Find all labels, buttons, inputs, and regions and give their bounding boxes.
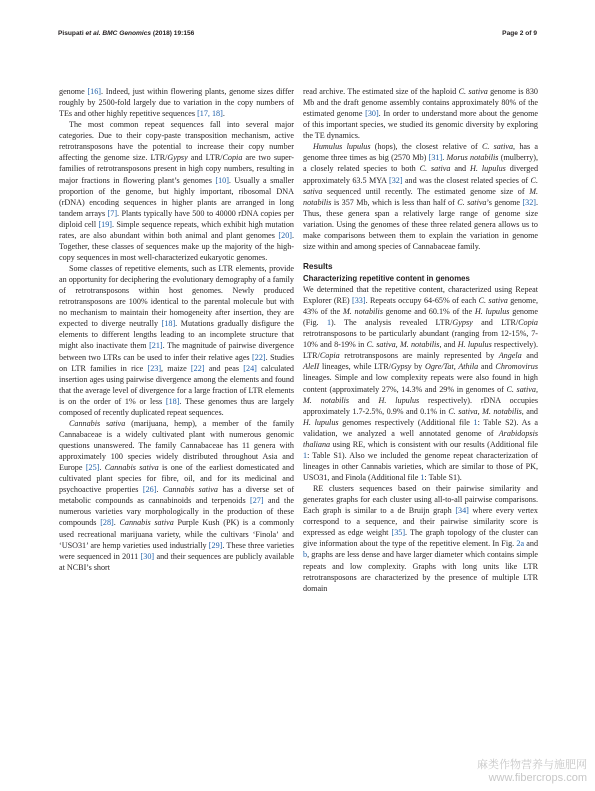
text-run: . Together, these classes of sequences make up the majority of the high-copy sequences in most well-characterized eukaryotic genomes. (59, 230, 294, 262)
text-run: , and (521, 406, 538, 416)
section-heading: Results (303, 261, 333, 271)
text-run: diverged approximately 63.5 MYA (303, 164, 539, 185)
italic-term: Ogre/Tat, Athila (424, 362, 479, 372)
text-run: lineages, while LTR/ (319, 362, 392, 372)
text-run: read archive. The estimated size of the haploid (303, 87, 459, 96)
citation-link[interactable]: [33] (352, 296, 366, 305)
watermark (477, 759, 587, 785)
italic-term: C. sativa (303, 175, 538, 196)
text-run: Some classes of repetitive elements, such as LTR elements, provide an opportunity for deciphering the evolutionary demography of a family of retrotransposons within host genomes. Newly produced retrotransposons are 100% identical to the parental molecule but with no mechanism to maintain their homogeneity after insertion, they are expected to diverge neutrally (59, 264, 294, 329)
text-run: . Repeats occupy 64-65% of each (365, 296, 479, 305)
subsection-heading: Characterizing repetitive content in genomes (303, 273, 470, 283)
citation-link[interactable]: [27] (250, 496, 264, 506)
italic-term: M. notabilis (303, 186, 538, 207)
text-run: is 357 Mb, which is less than half of (331, 197, 458, 207)
text-run: genomes respectively (Additional file (338, 417, 474, 427)
text-run: . The magnitude of pairwise divergence between two LTRs can be used to infer their relative ages (59, 341, 294, 362)
citation-link[interactable]: [21] (149, 341, 163, 351)
text-run: . Indeed, just within flowering plants, genome sizes differ roughly by 2500-fold largely due to variation in the copy numbers of TEs and other highly repetitive sequences (59, 87, 294, 119)
italic-term: Chromovirus (495, 362, 538, 372)
text-run: (hops), the closest relative of (370, 142, 482, 152)
citation-link[interactable]: [25] (85, 463, 100, 473)
citation-link[interactable]: [18] (165, 396, 180, 406)
citation-link[interactable]: [10] (215, 175, 229, 185)
italic-term: Angela (498, 351, 522, 361)
text-run: sequenced until recently. The estimated genome size of (322, 186, 530, 196)
text-run: retrotransposons to be particularly abundant (ranging from 12-15%, 7-10% and 8-19% in (303, 329, 538, 350)
italic-term: H. lupulus (470, 164, 506, 174)
text-run: : Table S1). (424, 473, 462, 482)
text-run: ’s genome (486, 197, 523, 207)
citation-link[interactable]: [30] (365, 109, 379, 119)
citation-link[interactable]: 2a (516, 539, 525, 549)
text-run: lineages. Simple and low complexity repeats were also found in high content (approximately 27%, 14.3% and 29% in genomes of (303, 373, 538, 394)
text-run: . In order to understand more about the genome of this important species, we studied its genomic diversity by exploring the TE dynamics. (303, 109, 539, 141)
italic-term: Cannabis sativa (119, 518, 174, 528)
text-run: and (349, 395, 379, 405)
italic-term: Cannabis sativa (69, 418, 126, 428)
paragraph (59, 418, 294, 573)
text-run: and LTR/ (187, 153, 223, 163)
citation-link[interactable]: [32] (522, 197, 536, 207)
right-column (303, 86, 538, 594)
text-run: , graphs are less dense and have larger diameter which contains simple repeats and low complexity. Graphs with long units like LTR retrotransposons are characterized by the presence of multiple LTR domain (303, 550, 538, 593)
text-run: . Usually a smaller proportion of the genome, but highly important, ribosomal DNA (rDNA) encoding sequences in higher plants are arranged in long tandem arrays (59, 175, 294, 218)
text-run: Purple Kush (PK) is a commonly used recreational marijuana variety, while the cultivars ‘Finola’ and ‘USO31’ are hemp varieties used industrially (59, 518, 295, 550)
italic-term: M. notabilis (342, 307, 383, 317)
text-run: and (524, 539, 539, 549)
text-run: by (411, 362, 425, 372)
text-run: and was the closest related species of (402, 175, 531, 185)
italic-term: H. lupulus (474, 307, 510, 317)
watermark-line: www.fibercrops.com (488, 772, 587, 784)
citation-link[interactable]: [35] (391, 528, 406, 538)
citation-link[interactable]: 1 (326, 318, 332, 328)
text-run: and the numerous varieties vary morphologically in the production of these compounds (59, 496, 294, 528)
text-run: . The graph topology of the cluster can give information about the type of the repetitive element. In Fig. (303, 528, 538, 549)
paragraph (303, 86, 538, 141)
text-run: is one of the earliest domesticated and cultivated plant species for fibre, oil, and for its medicinal and psychoactive properties (59, 463, 295, 495)
citation-link[interactable]: [16] (87, 87, 102, 96)
citation-link[interactable]: [7] (107, 208, 118, 218)
citation-link[interactable]: 1 (473, 417, 478, 427)
text-run: respectively). LTR/ (303, 340, 538, 361)
citation-link[interactable]: [18] (161, 319, 176, 329)
text-run: genome, 43% of the (303, 296, 538, 317)
header-citation: Pisupati et al. BMC Genomics (2018) 19:156 (58, 30, 195, 37)
text-run: : Table S1). Also we included the genome repeat characterization of lineages in other Cannabis varieties, which are similar to those of PK, USO31, and Finola (Additional file (303, 450, 538, 482)
italic-term: Humulus lupulus (313, 142, 371, 152)
italic-term: Copia (222, 153, 243, 163)
text-run: . These genomes thus are largely composed of recently duplicated repeat sequences. (59, 396, 294, 417)
citation-link[interactable]: 1 (420, 473, 425, 482)
text-run: . These three varieties were sequenced in 2011 (59, 540, 294, 561)
left-column (59, 86, 294, 573)
text-run: (mulberry), a closely related species to both (303, 153, 538, 174)
citation-link[interactable]: [23] (147, 363, 162, 373)
page-number: Page 2 of 9 (502, 30, 537, 37)
paragraph (59, 263, 294, 418)
text-run: genome and 60.1% of the (382, 307, 475, 317)
citation-link[interactable]: [24] (243, 363, 257, 373)
citation-link[interactable]: [26] (142, 485, 157, 495)
citation-link[interactable]: [17, 18] (197, 109, 223, 119)
citation-link[interactable]: [19] (98, 219, 112, 229)
italic-term: Copia (319, 351, 340, 361)
text-run: . (156, 485, 163, 495)
text-run: . Thus, these genera span a relatively large range of genome size variation. Using the genomes of these three related genera allows us to make comparisons between them to explain the variation in genome size within and among species of Cannabaceae family. (303, 197, 539, 251)
text-run: ). The analysis revealed LTR/ (331, 318, 453, 328)
text-run: , maize (161, 363, 191, 373)
text-run: . (222, 109, 225, 119)
text-run: (marijuana, hemp), a member of the family Cannabaceae is a widely cultivated plant with numerous genomic questions unanswered. The family Cannabaceae has 11 genera with approximately 100 species widely distributed throughout Asia and Europe (59, 418, 295, 473)
text-run: We determined that the repetitive content, characterized using Repeat Explorer (RE) (303, 284, 538, 305)
italic-term: C. sativa (457, 197, 487, 207)
italic-term: C. sativa (419, 164, 451, 174)
text-run: The most common repeat sequences fall into several major categories. Due to their copy-paste transposition mechanism, active retrotransposons have the potential to increase their copy number affecting the genome size. LTR/ (59, 120, 294, 163)
italic-term: H. lupulus (303, 417, 339, 427)
citation-link[interactable]: b (303, 550, 308, 560)
text-run: . (442, 153, 447, 163)
text-run: and LTR/ (472, 318, 519, 328)
citation-link[interactable]: [22] (190, 363, 205, 373)
italic-term: C. sativa, M. notabilis (366, 340, 440, 350)
italic-term: C. sativa (458, 87, 488, 96)
text-run: and (521, 351, 539, 361)
citation-link[interactable]: [34] (455, 506, 469, 516)
paragraph (303, 141, 538, 252)
text-run: RE clusters sequences based on their pairwise similarity and generates graphs for each cluster using all-to-all pairwise comparisons. Each graph is similar to a de Bruijn graph (303, 484, 538, 516)
italic-term: Cannabis sativa (104, 463, 159, 473)
italic-term: C. sativa, M. notabilis (303, 384, 538, 405)
text-run: . (99, 463, 105, 473)
italic-term: C. sativa (481, 142, 514, 152)
italic-term: Arabidopsis thaliana (303, 428, 538, 449)
text-run: . Studies on LTR families in rice (59, 352, 294, 373)
text-run: , has a genome three times as big (2570 Mb) (303, 142, 538, 163)
italic-term: H. lupulus (378, 395, 420, 405)
italic-term: Gypsy (452, 318, 473, 328)
paragraph (303, 483, 538, 594)
text-run: genome is 830 Mb and the draft genome assembly contains approximately 80% of the estimated genome (303, 87, 538, 119)
citation-link[interactable]: [28] (100, 518, 114, 528)
paragraph (303, 284, 538, 483)
citation-link[interactable]: [32] (388, 175, 403, 185)
citation-link[interactable]: 1 (303, 450, 308, 460)
paragraph (59, 119, 294, 263)
italic-term: AleII (303, 362, 320, 372)
text-run: and peas (204, 363, 244, 373)
text-run: . Plants typically have 500 to 40000 rDNA copies per diploid cell (59, 208, 294, 229)
running-header (58, 30, 537, 42)
italic-term: Gypsy (167, 153, 188, 163)
text-run: , and (439, 340, 458, 350)
italic-term: Copia (518, 318, 538, 328)
text-run: has a diverse set of metabolic compounds as cannabinoids and terpenoids (59, 485, 295, 506)
text-run: where every vertex correspond to a sequence, and their pairwise similarity score is expressed as edge weight (303, 506, 538, 538)
text-run: and (478, 362, 496, 372)
text-run: genome (Fig. (303, 307, 538, 328)
text-run: and their sequences are publicly available at NCBI’s short (59, 551, 294, 572)
text-run: . Simple sequence repeats, which exhibit high mutation rates, are also abundant within both animal and plant genomes (59, 219, 294, 240)
text-run: . (113, 518, 120, 528)
citation-link[interactable]: [29] (208, 540, 223, 550)
italic-term: Morus notabilis (446, 153, 499, 163)
italic-term: Gypsy (391, 362, 412, 372)
watermark-line: 麻类作物营养与施肥网 (477, 759, 587, 771)
italic-term: H. lupulus (457, 340, 492, 350)
italic-term: Cannabis sativa (162, 485, 218, 495)
citation-link[interactable]: [31] (428, 153, 443, 163)
italic-term: C. sativa (478, 296, 508, 305)
text-run: genome (59, 87, 88, 96)
citation-link[interactable]: [30] (140, 551, 155, 561)
text-run: . Mutations gradually disfigure the elements to different lengths leading to an incomplete structure that might also inactivate them (59, 319, 294, 351)
citation-link[interactable]: [20] (278, 230, 292, 240)
citation-link[interactable]: [22] (252, 352, 266, 362)
text-run: retrotransposons are mainly represented by (339, 351, 499, 361)
text-run: are two super-families of retrotransposons present in high copy numbers, resulting in major fractions in flowering plant’s genomes (59, 153, 294, 185)
text-run: and (450, 164, 471, 174)
text-run: using RE, which is consistent with our results (Additional file (330, 439, 538, 449)
text-run: : Table S2). As a validation, we analyzed a well annotated genome of (303, 417, 539, 438)
text-run: respectively). rDNA occupies approximately 1.7-2.5%, 0.9% and 0.1% in (303, 395, 538, 416)
text-run: calculated insertion ages using pairwise divergence among the elements and found that the average level of divergence for a large fraction of LTR elements is on the order of 1% or less (59, 363, 294, 406)
paragraph (59, 86, 294, 119)
italic-term: C. sativa, M. notabilis (448, 406, 522, 416)
